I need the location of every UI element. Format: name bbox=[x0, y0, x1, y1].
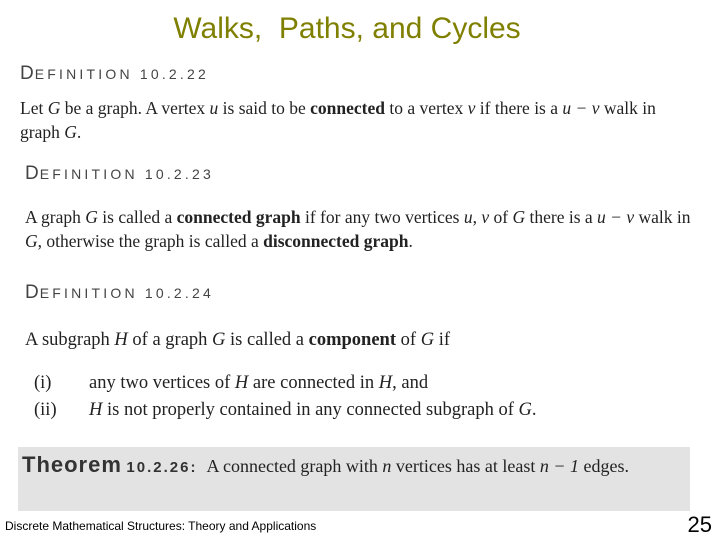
math-symbol: u bbox=[463, 207, 473, 227]
text-run: . bbox=[531, 400, 537, 420]
math-symbol: H bbox=[234, 373, 249, 393]
page-number: 25 bbox=[687, 512, 712, 537]
math-symbol: G bbox=[25, 231, 38, 251]
definition-heading bbox=[25, 282, 214, 304]
math-symbol: G bbox=[420, 330, 435, 350]
text-run: walk in bbox=[634, 207, 691, 227]
definition-heading bbox=[25, 163, 214, 185]
text-run: if there is a bbox=[475, 98, 563, 118]
text-run: to a vertex bbox=[385, 98, 468, 118]
slide-title: Walks, Paths, and Cycles bbox=[173, 12, 521, 45]
text-run: A graph bbox=[25, 207, 86, 227]
text-run: A subgraph bbox=[25, 330, 115, 350]
theorem-statement bbox=[22, 452, 686, 481]
definition-heading-number: EFINITION 10.2.24 bbox=[39, 285, 214, 301]
math-symbol: H bbox=[378, 373, 393, 393]
text-run: if bbox=[434, 330, 450, 350]
math-symbol: H bbox=[114, 330, 128, 350]
defined-term: disconnected graph bbox=[263, 231, 409, 251]
math-symbol: G bbox=[518, 400, 532, 420]
defined-term: component bbox=[308, 330, 397, 350]
condition-item bbox=[34, 370, 537, 397]
text-run: , bbox=[472, 207, 482, 227]
defined-term: connected graph bbox=[176, 207, 301, 227]
definition-heading bbox=[20, 63, 209, 85]
math-symbol: u − v bbox=[562, 98, 600, 118]
math-symbol: v bbox=[467, 98, 476, 118]
text-run: is called a bbox=[97, 207, 177, 227]
text-run: . bbox=[408, 231, 413, 251]
math-symbol: u − v bbox=[597, 207, 635, 227]
math-symbol: G bbox=[47, 98, 61, 118]
text-run: be a graph. A vertex bbox=[60, 98, 210, 118]
math-symbol: G bbox=[85, 207, 98, 227]
condition-label: (ii) bbox=[34, 400, 57, 420]
text-run: is called a bbox=[225, 330, 309, 350]
text-run: of bbox=[489, 207, 513, 227]
condition-item bbox=[34, 397, 537, 424]
text-run: of a graph bbox=[127, 330, 213, 350]
math-symbol: G bbox=[64, 122, 77, 142]
math-symbol: u bbox=[209, 98, 219, 118]
text-run: any two vertices of bbox=[89, 373, 235, 393]
definition-body bbox=[20, 96, 700, 144]
definition-heading-number: EFINITION 10.2.23 bbox=[39, 166, 214, 182]
text-run: of bbox=[396, 330, 421, 350]
theorem-number: 10.2.26: bbox=[126, 459, 198, 476]
definition-heading-initial: D bbox=[25, 282, 40, 303]
footer-text: Discrete Mathematical Structures: Theory and Applications bbox=[5, 519, 317, 533]
condition-list bbox=[34, 370, 537, 424]
definition-body bbox=[25, 328, 705, 352]
text-run: , and bbox=[392, 373, 429, 393]
text-run: , otherwise the graph is called a bbox=[37, 231, 264, 251]
theorem-label: Theorem bbox=[22, 452, 122, 477]
condition-label: (i) bbox=[34, 373, 52, 393]
math-symbol: H bbox=[89, 400, 103, 420]
text-run: Let bbox=[20, 98, 48, 118]
definition-heading-number: EFINITION 10.2.22 bbox=[34, 66, 209, 82]
text-run: if for any two vertices bbox=[300, 207, 464, 227]
math-symbol: G bbox=[512, 207, 526, 227]
text-run: are connected in bbox=[248, 373, 379, 393]
definition-heading-initial: D bbox=[20, 63, 35, 84]
text-run: vertices has at least bbox=[391, 456, 540, 476]
math-symbol: G bbox=[212, 330, 226, 350]
text-run: edges. bbox=[579, 456, 630, 476]
text-run: walk in graph bbox=[20, 98, 656, 142]
math-symbol: v bbox=[481, 207, 490, 227]
math-symbol: n − 1 bbox=[539, 456, 580, 476]
theorem-box bbox=[18, 447, 690, 511]
text-run: A connected graph with bbox=[206, 456, 383, 476]
text-run: . bbox=[76, 122, 82, 142]
defined-term: connected bbox=[310, 98, 386, 118]
text-run: is not properly contained in any connected subgraph of bbox=[102, 400, 519, 420]
math-symbol: n bbox=[382, 456, 392, 476]
text-run: there is a bbox=[525, 207, 598, 227]
text-run: is said to be bbox=[218, 98, 311, 118]
definition-heading-initial: D bbox=[25, 163, 40, 184]
definition-body bbox=[25, 205, 705, 253]
